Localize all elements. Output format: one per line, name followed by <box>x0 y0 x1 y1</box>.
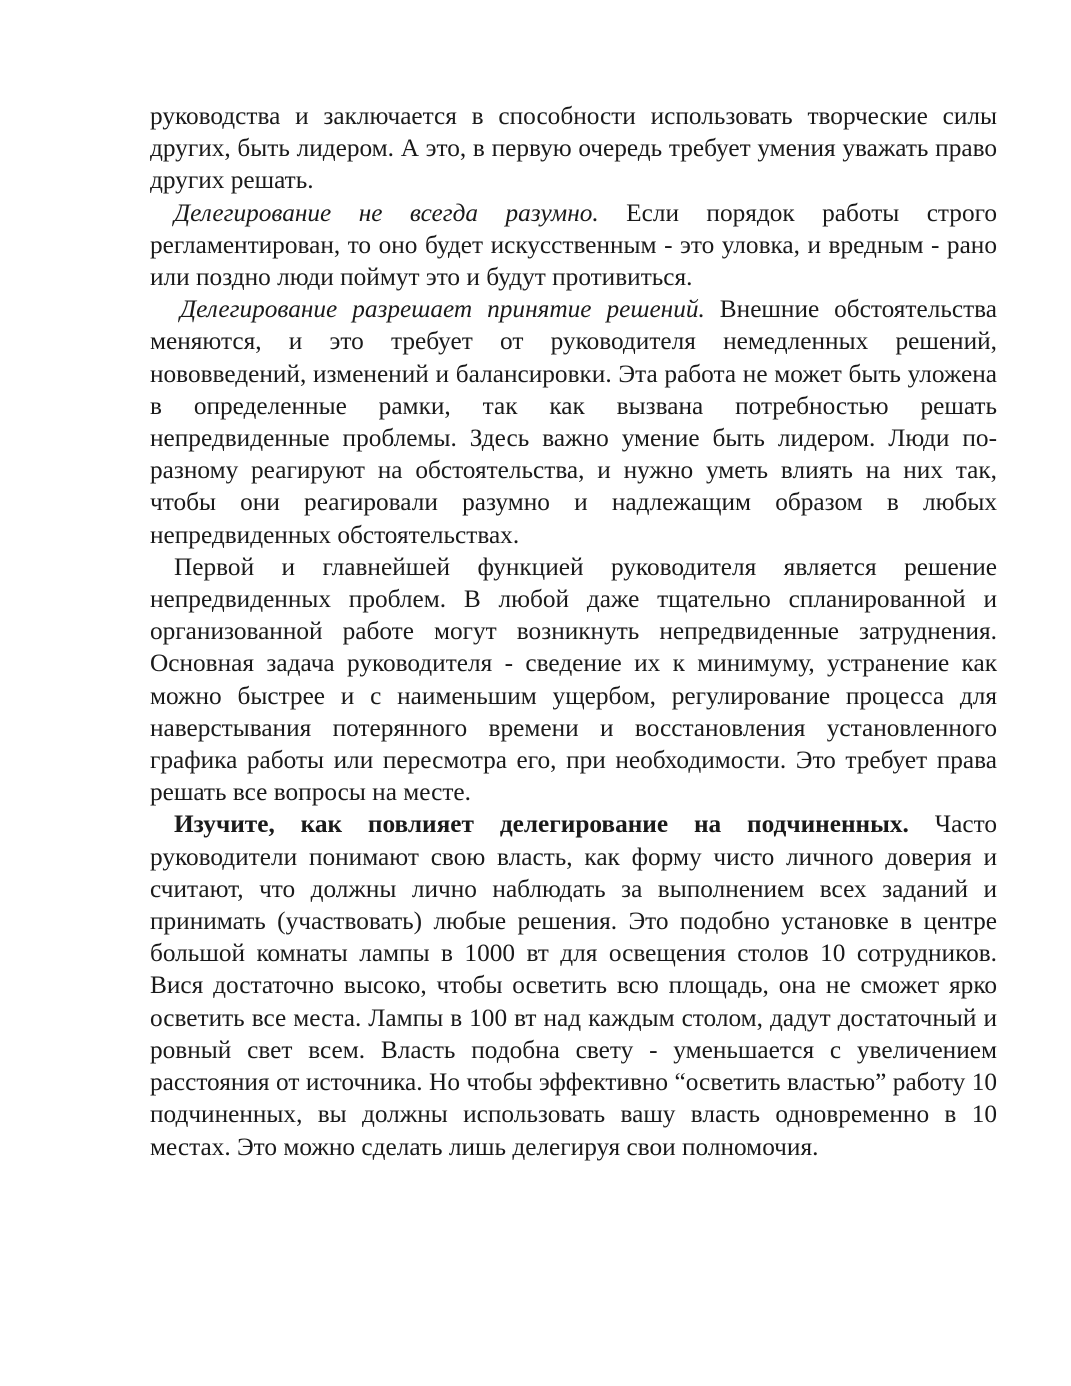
paragraph-text: Если порядок работы строго регламентирован, то оно будет искусственным - это уловка, и вредным - рано или поздно люди поймут это и будут противиться. <box>150 198 997 292</box>
italic-lead-phrase: Делегирование разрешает принятие решений. <box>180 295 705 324</box>
paragraph-delegation-allows-decisions <box>150 293 997 551</box>
paragraph-study-influence <box>150 808 997 1162</box>
paragraph-delegation-not-always-reasonable <box>150 197 997 294</box>
paragraph-text: руководства и заключается в способности использовать творческие силы других, быть лидером. А это, в первую очередь требует умения уважать право других решать. <box>150 102 997 195</box>
document-page <box>150 100 997 1163</box>
paragraph-text: Внешние обстоятельства меняются, и это требует от руководителя немедленных решений, нововведений, изменений и балансировки. Эта работа не может быть уложена в определенные рамки, так как вызвана потребностью решать непредвиденные проблемы. Здесь важно умение быть лидером. Люди по-разному реагируют на обстоятельства, и нужно уметь влиять на них так, чтобы они реагировали разумно и надлежащим образом в любых непредвиденных обстоятельствах. <box>150 295 997 549</box>
paragraph-continuation <box>150 100 997 197</box>
bold-lead-phrase: Изучите, как повлияет делегирование на подчиненных. <box>174 810 909 839</box>
paragraph-text: Первой и главнейшей функцией руководителя является решение непредвиденных проблем. В любой даже тщательно спланированной и организованной работе могут возникнуть непредвиденные затруднения. Основная задача руководителя - сведение их к минимуму, устранение как можно быстрее и с наименьшим ущербом, регулирование процесса для наверстывания потерянного времени и восстановления установленного графика работы или пересмотра его, при необходимости. Это требует права решать все вопросы на месте. <box>150 552 997 807</box>
paragraph-text: Часто руководители понимают свою власть, как форму чисто личного доверия и считают, что должны лично наблюдать за выполнением всех заданий и принимать (участвовать) любые решения. Это подобно установке в центре большой комнаты лампы в 1000 вт для освещения столов 10 сотрудников. Вися достаточно высоко, чтобы осветить всю площадь, она не сможет ярко осветить все места. Лампы в 100 вт над каждым столом, дадут достаточный и ровный свет всем. Власть подобна свету - уменьшается с увеличением расстояния от источника. Но чтобы эффективно “осветить властью” работу 10 подчиненных, вы должны использовать вашу власть одновременно в 10 местах. Это можно сделать лишь делегируя свои полномочия. <box>150 810 998 1161</box>
italic-lead-phrase: Делегирование не всегда разумно. <box>174 198 599 227</box>
paragraph-main-function <box>150 551 997 809</box>
